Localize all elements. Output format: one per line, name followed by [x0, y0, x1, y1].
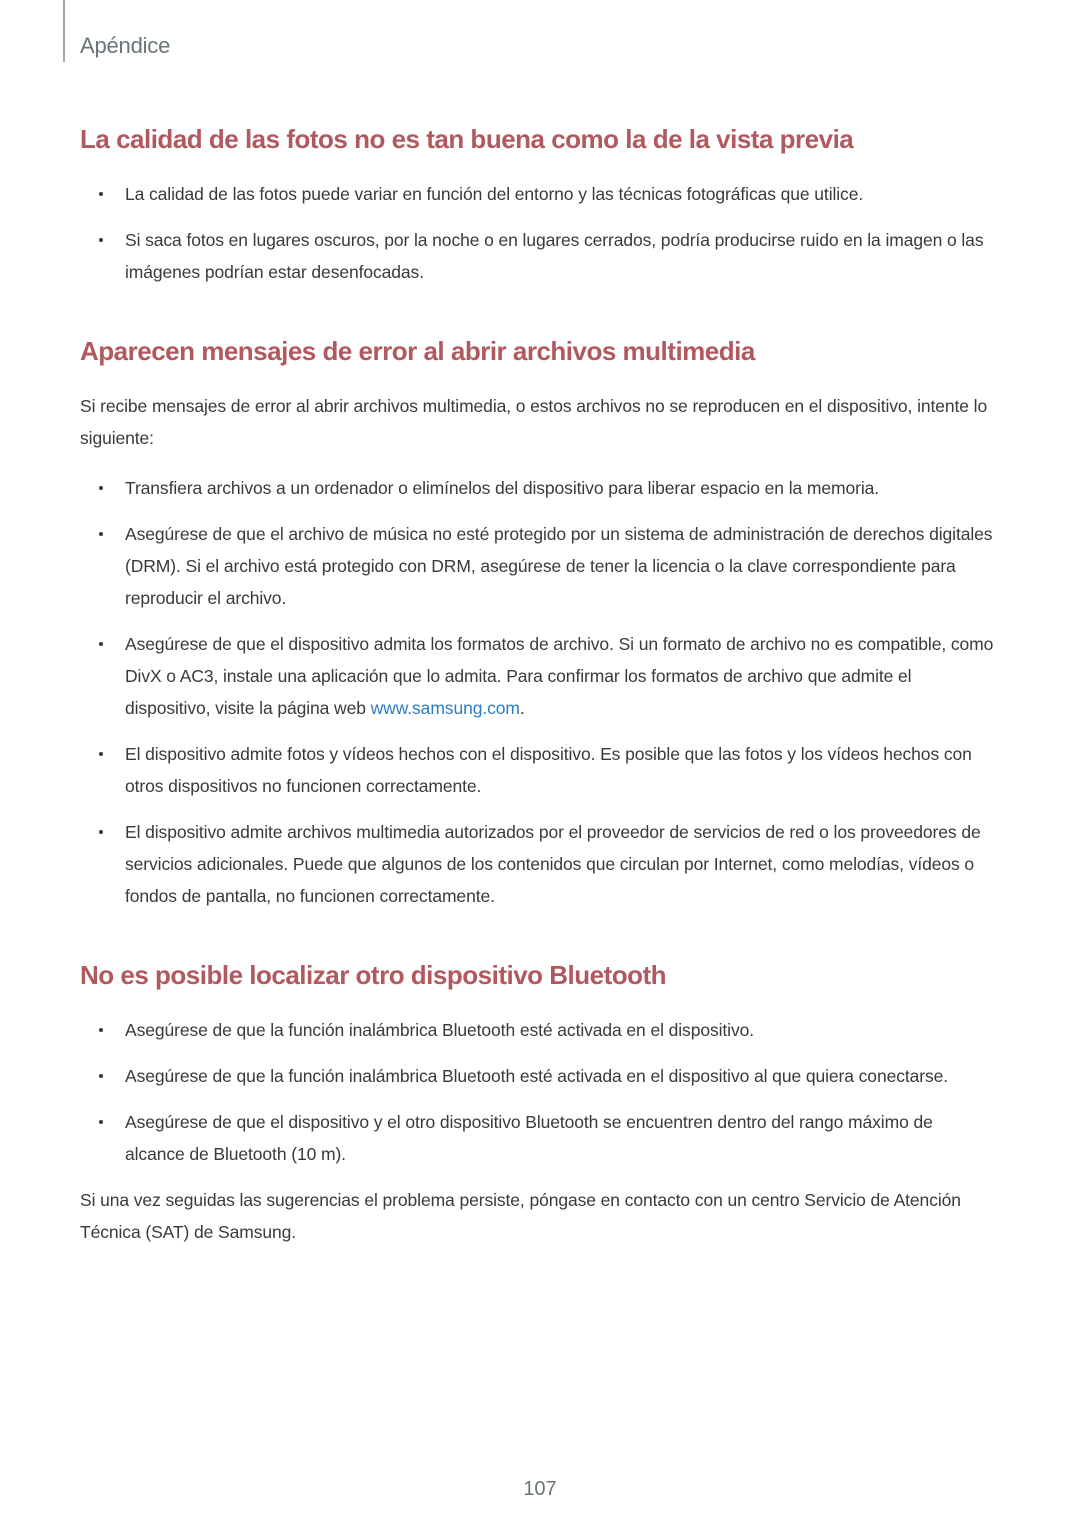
bullet-list	[80, 178, 995, 288]
bullet-icon	[99, 532, 103, 536]
list-item	[80, 472, 995, 504]
samsung-website-link[interactable]: www.samsung.com	[370, 698, 520, 718]
bullet-icon	[99, 830, 103, 834]
chapter-title: Apéndice	[80, 33, 171, 58]
bullet-icon	[99, 1074, 103, 1078]
section-media-errors	[80, 334, 995, 912]
list-item-text: Transfiera archivos a un ordenador o elimínelos del dispositivo para liberar espacio en la memoria.	[125, 478, 880, 498]
bullet-icon	[99, 238, 103, 242]
list-item	[80, 628, 995, 724]
section-intro: Si recibe mensajes de error al abrir archivos multimedia, o estos archivos no se reproducen en el dispositivo, intente lo siguiente:	[80, 396, 988, 448]
list-item-text: Asegúrese de que el dispositivo y el otro dispositivo Bluetooth se encuentren dentro del rango máximo de alcance de Bluetooth (10 m).	[125, 1112, 933, 1164]
header-rule	[63, 0, 65, 62]
list-item-text: El dispositivo admite archivos multimedia autorizados por el proveedor de servicios de red o los proveedores de servicios adicionales. Puede que algunos de los contenidos que circulan por Internet, como melodías, vídeos o fondos de pantalla, no funcionen correctamente.	[125, 822, 981, 906]
list-item-text-after-link: .	[519, 698, 525, 718]
page-content	[80, 122, 995, 1248]
bullet-icon	[99, 486, 103, 490]
bullet-icon	[99, 1120, 103, 1124]
bullet-list	[80, 1014, 995, 1170]
section-heading: La calidad de las fotos no es tan buena como la de la vista previa	[80, 124, 854, 154]
list-item	[80, 816, 995, 912]
section-outro: Si una vez seguidas las sugerencias el problema persiste, póngase en contacto con un centro Servicio de Atención Técnica (SAT) de Samsung.	[80, 1190, 961, 1242]
list-item-text: Asegúrese de que la función inalámbrica Bluetooth esté activada en el dispositivo.	[125, 1020, 755, 1040]
bullet-icon	[99, 752, 103, 756]
list-item-text: La calidad de las fotos puede variar en función del entorno y las técnicas fotográficas que utilice.	[125, 184, 864, 204]
bullet-list	[80, 472, 995, 912]
list-item	[80, 738, 995, 802]
bullet-icon	[99, 1028, 103, 1032]
bullet-icon	[99, 642, 103, 646]
list-item-text: El dispositivo admite fotos y vídeos hechos con el dispositivo. Es posible que las fotos y los vídeos hechos con otros dispositivos no funcionen correctamente.	[125, 744, 972, 796]
list-item-text: Asegúrese de que el archivo de música no esté protegido por un sistema de administración de derechos digitales (DRM). Si el archivo está protegido con DRM, asegúrese de tener la licencia o la clave correspondiente para reproducir el archivo.	[125, 524, 993, 608]
section-heading: Aparecen mensajes de error al abrir archivos multimedia	[80, 336, 755, 366]
list-item	[80, 1014, 995, 1046]
list-item-text: Si saca fotos en lugares oscuros, por la noche o en lugares cerrados, podría producirse ruido en la imagen o las imágenes podrían estar desenfocadas.	[125, 230, 984, 282]
page-number: 107	[523, 1478, 557, 1500]
list-item	[80, 224, 995, 288]
list-item-text	[125, 634, 993, 718]
list-item	[80, 1060, 995, 1092]
list-item	[80, 178, 995, 210]
section-photo-quality	[80, 122, 995, 288]
list-item-text: Asegúrese de que la función inalámbrica Bluetooth esté activada en el dispositivo al que quiera conectarse.	[125, 1066, 949, 1086]
list-item-text-before-link: Asegúrese de que el dispositivo admita los formatos de archivo. Si un formato de archivo no es compatible, como DivX o AC3, instale una aplicación que lo admita. Para confirmar los formatos de archivo que admite el dispositivo, visite la página web	[125, 634, 994, 718]
section-heading: No es posible localizar otro dispositivo Bluetooth	[80, 960, 667, 990]
list-item	[80, 1106, 995, 1170]
section-bluetooth	[80, 958, 995, 1248]
bullet-icon	[99, 192, 103, 196]
list-item	[80, 518, 995, 614]
page-header	[0, 0, 1080, 64]
